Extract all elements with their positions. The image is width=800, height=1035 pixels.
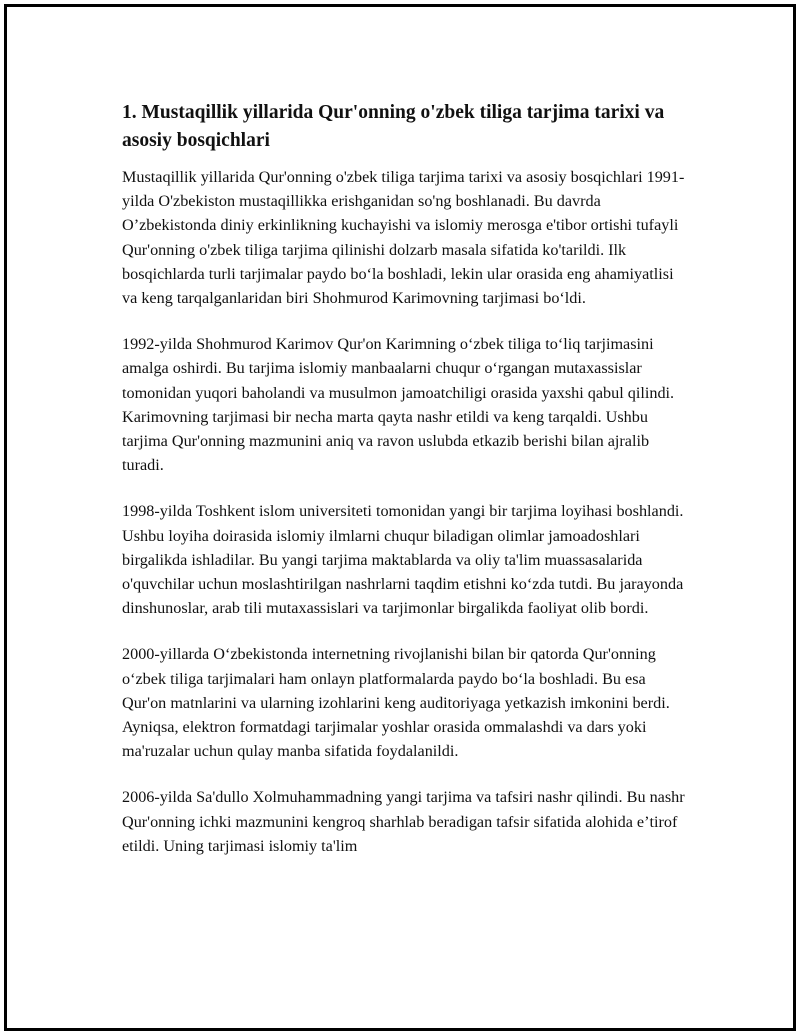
paragraph-5: 2006-yilda Sa'dullo Xolmuhammadning yangi tarjima va tafsiri nashr qilindi. Bu nashr Qur'onning ichki mazmunini kengroq sharhlab beradigan tafsir sifatida alohida eʼtirof etildi. Uning tarjimasi islomiy ta'lim (122, 788, 685, 855)
paragraph-4: 2000-yillarda Oʻzbekistonda internetning rivojlanishi bilan bir qatorda Qur'onning oʻzbek tiliga tarjimalari ham onlayn platformalarda paydo boʻla boshladi. Bu esa Qur'on matnlarini va ularning izohlarini keng auditoriyaga yetkazish imkonini berdi. Ayniqsa, elektron formatdagi tarjimalar yoshlar orasida ommalashdi va dars yoki ma'ruzalar uchun qulay manba sifatida foydalanildi. (122, 645, 670, 761)
page-frame (4, 4, 796, 1031)
paragraph-1: Mustaqillik yillarida Qur'onning o'zbek tiligа tarjima tarixi va asosiy bosqichlari 1991-yilda O'zbekiston mustaqillikka erishganidan so'ng boshlanadi. Bu davrda O’zbekistonda diniy erkinlikning kuchayishi va islomiy merosga e'tibor ortishi tufayli Qur'onning o'zbek tiligа tarjima qilinishi dolzarb masala sifatida ko'tarildi. Ilk bosqichlarda turli tarjimalar paydo boʻla boshladi, lekin ular orasida eng ahamiyatlisi va keng tarqalganlaridan biri Shohmurod Karimovning tarjimasi boʻldi. (122, 168, 685, 308)
paragraph-3: 1998-yilda Toshkent islom universiteti tomonidan yangi bir tarjima loyihasi boshlandi. Ushbu loyiha doirasida islomiy ilmlarni chuqur biladigan olimlar jamoadoshlari birgalikda ishladilar. Bu yangi tarjima maktablarda va oliy ta'lim muassasalarida o'quvchilar uchun moslashtirilgan nashrlarni taqdim etishni koʻzda tutdi. Bu jarayonda dinshunoslar, arab tili mutaxassislari va tarjimonlar birgalikda faoliyat olib bordi. (122, 502, 684, 618)
section-heading: 1. Mustaqillik yillarida Qur'onning o'zbek tiligа tarjima tarixi va asosiy bosqichlari (122, 102, 665, 151)
document-body (122, 99, 692, 880)
paragraph-2: 1992-yilda Shohmurod Karimov Qur'on Karimning oʻzbek tiliga toʻliq tarjimasini amalga oshirdi. Bu tarjima islomiy manbaalarni chuqur oʻrgangan mutaxassislar tomonidan yuqori baholandi va musulmon jamoatchiligi orasida yaxshi qabul qilindi. Karimovning tarjimasi bir necha marta qayta nashr etildi va keng tarqaldi. Ushbu tarjima Qur'onning mazmunini aniq va ravon uslubda etkazib berishi bilan ajralib turadi. (122, 335, 675, 475)
